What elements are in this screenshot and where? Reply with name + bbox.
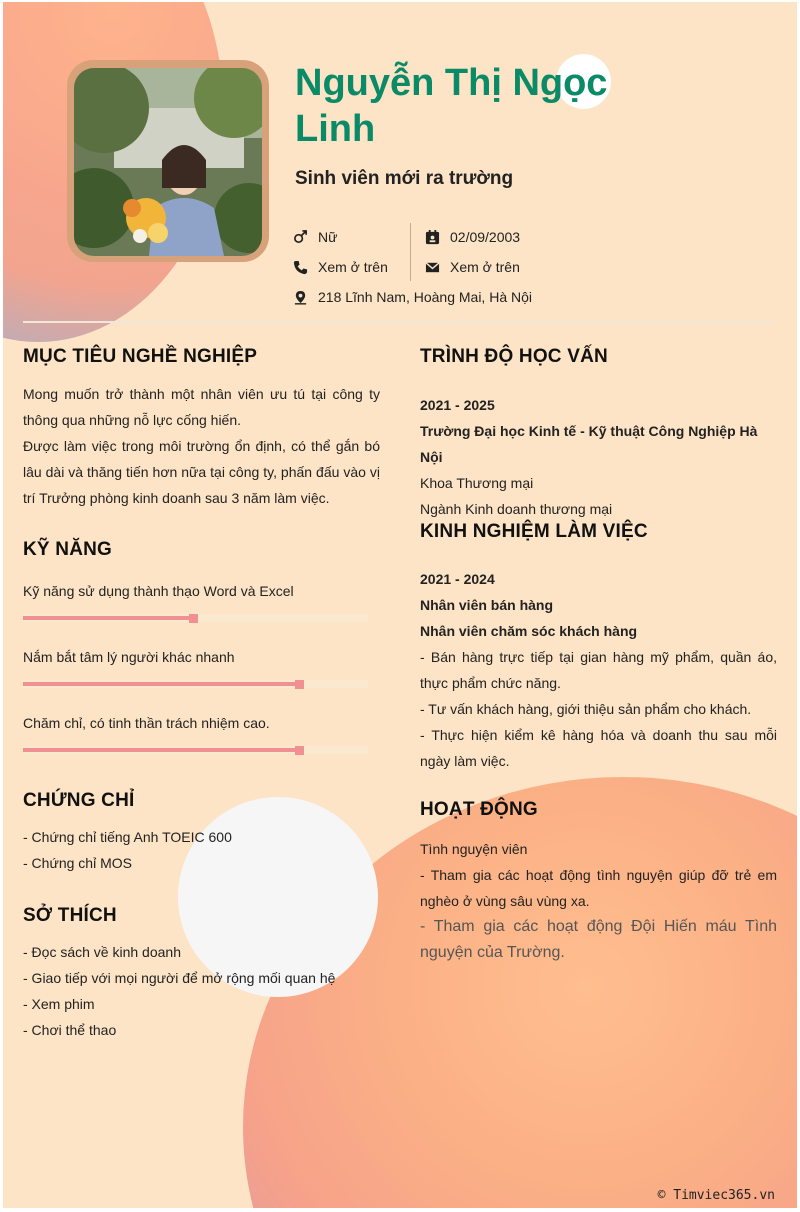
- experience-title: KINH NGHIỆM LÀM VIỆC: [420, 521, 648, 542]
- skill-bar-fill: [23, 748, 300, 752]
- email-row: [425, 259, 520, 275]
- faculty: Khoa Thương mại: [420, 475, 534, 491]
- skill-bar: [23, 746, 368, 754]
- calendar-icon: [425, 230, 440, 245]
- hobby-item: - Chơi thể thao: [23, 1022, 117, 1038]
- certificates-title: CHỨNG CHỈ: [23, 790, 135, 811]
- skill-bar-fill: [23, 616, 194, 620]
- location-pin-icon: [293, 290, 308, 305]
- skill-name: Chăm chỉ, có tinh thần trách nhiệm cao.: [23, 715, 270, 731]
- experience-task: - Bán hàng trực tiếp tại gian hàng mỹ phẩm, quần áo, thực phẩm chức năng.: [420, 649, 777, 691]
- envelope-icon: [425, 260, 440, 275]
- experience-task: - Tư vấn khách hàng, giới thiệu sản phẩm cho khách.: [420, 701, 752, 717]
- activity-item: - Tham gia các hoạt động tình nguyện giúp đỡ trẻ em nghèo ở vùng sâu vùng xa.: [420, 867, 777, 909]
- activity-item: - Tham gia các hoạt động Đội Hiến máu Tình nguyện của Trường.: [420, 918, 777, 961]
- activities-block: [420, 836, 777, 966]
- skill-bar-fill: [23, 682, 300, 686]
- skill-bar-knob: [189, 614, 198, 623]
- hobby-item: - Đọc sách về kinh doanh: [23, 944, 181, 960]
- experience-block: [420, 566, 777, 774]
- candidate-name: Nguyễn Thị Ngọc Linh: [295, 62, 608, 150]
- objective-title: MỤC TIÊU NGHỀ NGHIỆP: [23, 346, 258, 367]
- gender-row: [293, 229, 337, 245]
- objective-line-2: Được làm việc trong môi trường ổn định, có thể gắn bó lâu dài và thăng tiến hơn nữa tại công ty, phấn đấu vào vị trí Trưởng phòng kinh doanh sau 3 năm làm việc.: [23, 438, 380, 506]
- phone-row: [293, 259, 388, 275]
- header-divider: [23, 321, 775, 323]
- certificates-list: [23, 824, 232, 876]
- skill-bar: [23, 680, 368, 688]
- experience-task: - Thực hiện kiểm kê hàng hóa và doanh thu sau mỗi ngày làm việc.: [420, 727, 777, 769]
- skill-bar: [23, 614, 368, 622]
- address-value: 218 Lĩnh Nam, Hoàng Mai, Hà Nội: [318, 289, 532, 305]
- footer-watermark: © Timviec365.vn: [657, 1188, 775, 1203]
- certificate-item: - Chứng chỉ MOS: [23, 855, 132, 871]
- birthdate-row: [425, 229, 520, 245]
- education-block: [420, 392, 777, 522]
- skills-title: KỸ NĂNG: [23, 539, 113, 560]
- certificate-item: - Chứng chỉ tiếng Anh TOEIC 600: [23, 829, 232, 845]
- experience-role: Nhân viên bán hàng: [420, 597, 554, 613]
- resume-page: [3, 2, 797, 1208]
- experience-period: 2021 - 2024: [420, 571, 495, 587]
- education-period: 2021 - 2025: [420, 397, 495, 413]
- hobby-item: - Xem phim: [23, 996, 95, 1012]
- email-value: Xem ở trên: [450, 259, 520, 275]
- experience-role: Nhân viên chăm sóc khách hàng: [420, 623, 638, 639]
- major: Ngành Kinh doanh thương mại: [420, 501, 613, 517]
- objective-line-1: Mong muốn trở thành một nhân viên ưu tú tại công ty thông qua những nỗ lực cống hiến.: [23, 386, 380, 428]
- skill-name: Kỹ năng sử dụng thành thạo Word và Excel: [23, 583, 294, 599]
- hobbies-title: SỞ THÍCH: [23, 905, 117, 926]
- birthdate-value: 02/09/2003: [450, 229, 521, 245]
- avatar: [74, 68, 262, 256]
- phone-icon: [293, 260, 308, 275]
- job-position: Sinh viên mới ra trường: [295, 168, 514, 189]
- hobby-item: - Giao tiếp với mọi người để mở rộng mối quan hệ: [23, 970, 336, 986]
- skill-bar-knob: [295, 746, 304, 755]
- address-row: [293, 289, 532, 305]
- phone-value: Xem ở trên: [318, 259, 388, 275]
- activity-role: Tình nguyện viên: [420, 841, 528, 857]
- objective-text: [23, 381, 380, 511]
- gender-icon: [293, 230, 308, 245]
- skill-name: Nắm bắt tâm lý người khác nhanh: [23, 649, 235, 665]
- info-divider: [410, 223, 411, 281]
- skill-bar-knob: [295, 680, 304, 689]
- hobbies-list: [23, 939, 335, 1043]
- activities-title: HOẠT ĐỘNG: [420, 799, 538, 820]
- school-name: Trường Đại học Kinh tế - Kỹ thuật Công Nghiệp Hà Nội: [420, 423, 758, 465]
- gender-value: Nữ: [318, 229, 338, 245]
- education-title: TRÌNH ĐỘ HỌC VẤN: [420, 346, 608, 367]
